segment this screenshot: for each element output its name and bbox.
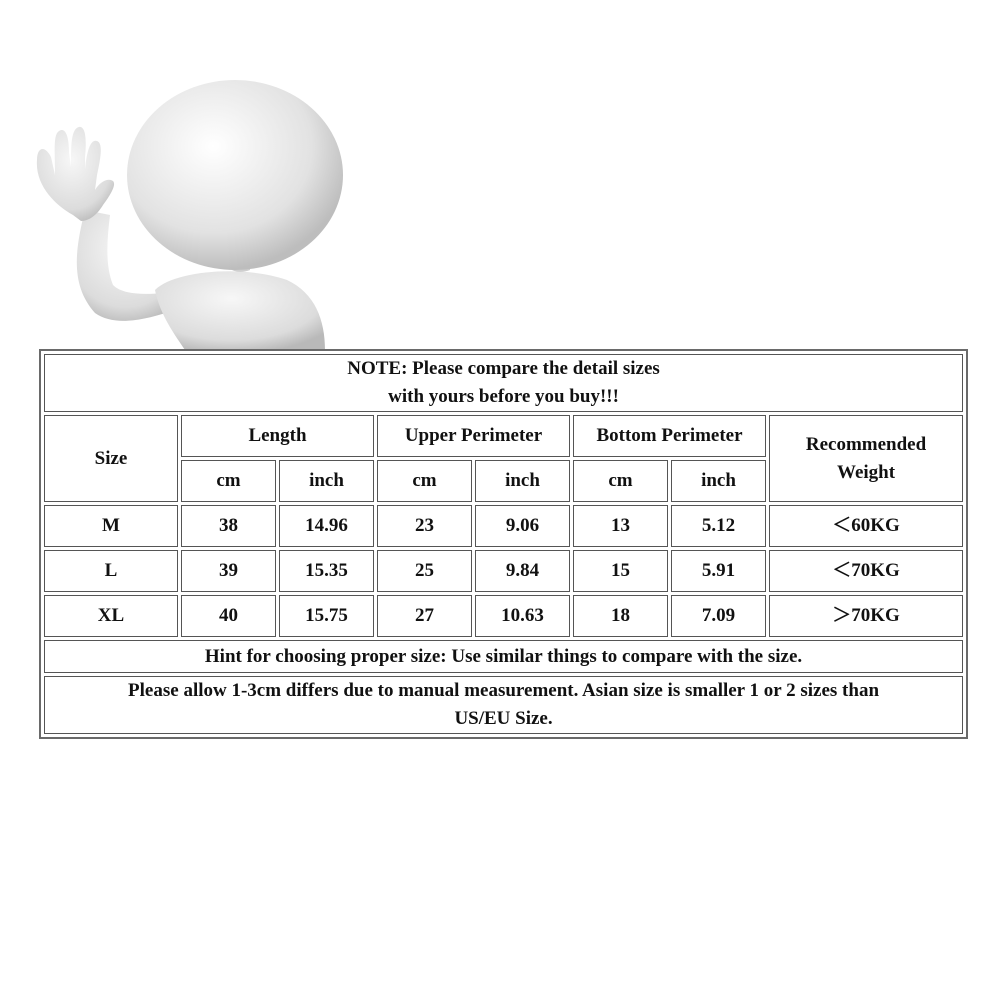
unit-upper-cm: cm: [377, 460, 472, 502]
weight-cell: ＜60KG: [769, 505, 963, 547]
header-size: Size: [44, 415, 178, 502]
header-upper-perimeter: Upper Perimeter: [377, 415, 570, 457]
upper-inch-cell: 9.06: [475, 505, 570, 547]
bottom-inch-cell: 5.12: [671, 505, 766, 547]
table-row: [44, 505, 963, 547]
waving-figure-icon: [25, 65, 355, 395]
bottom-inch-cell: 5.91: [671, 550, 766, 592]
unit-bottom-inch: inch: [671, 460, 766, 502]
upper-inch-cell: 10.63: [475, 595, 570, 637]
length-cm-cell: 40: [181, 595, 276, 637]
header-length: Length: [181, 415, 374, 457]
allowance-cell: [44, 676, 963, 734]
size-cell: XL: [44, 595, 178, 637]
note-line-2: with yours before you buy!!!: [388, 386, 619, 407]
size-cell: M: [44, 505, 178, 547]
size-cell: L: [44, 550, 178, 592]
hint-cell: Hint for choosing proper size: Use similar things to compare with the size.: [44, 640, 963, 673]
header-recommended-weight: [769, 415, 963, 502]
allowance-line-1: Please allow 1-3cm differs due to manual measurement. Asian size is smaller 1 or 2 sizes than: [128, 680, 880, 701]
header-recommended-line-2: Weight: [837, 461, 896, 483]
length-inch-cell: 15.75: [279, 595, 374, 637]
bottom-cm-cell: 13: [573, 505, 668, 547]
table-row: [44, 595, 963, 637]
hint-row: [44, 640, 963, 673]
length-cm-cell: 38: [181, 505, 276, 547]
length-cm-cell: 39: [181, 550, 276, 592]
bottom-cm-cell: 18: [573, 595, 668, 637]
length-inch-cell: 14.96: [279, 505, 374, 547]
unit-bottom-cm: cm: [573, 460, 668, 502]
table-row: [44, 550, 963, 592]
allowance-line-2: US/EU Size.: [454, 708, 553, 729]
unit-length-cm: cm: [181, 460, 276, 502]
upper-inch-cell: 9.84: [475, 550, 570, 592]
bottom-inch-cell: 7.09: [671, 595, 766, 637]
upper-cm-cell: 23: [377, 505, 472, 547]
unit-length-inch: inch: [279, 460, 374, 502]
header-row: [44, 415, 963, 457]
header-bottom-perimeter: Bottom Perimeter: [573, 415, 766, 457]
bottom-cm-cell: 15: [573, 550, 668, 592]
note-cell: [44, 354, 963, 412]
length-inch-cell: 15.35: [279, 550, 374, 592]
weight-cell: ＞70KG: [769, 595, 963, 637]
upper-cm-cell: 25: [377, 550, 472, 592]
weight-cell: ＜70KG: [769, 550, 963, 592]
size-chart-table: [39, 349, 968, 739]
note-line-1: NOTE: Please compare the detail sizes: [347, 358, 660, 379]
allowance-row: [44, 676, 963, 734]
unit-upper-inch: inch: [475, 460, 570, 502]
upper-cm-cell: 27: [377, 595, 472, 637]
header-recommended-line-1: Recommended: [805, 433, 927, 455]
note-row: [44, 354, 963, 412]
